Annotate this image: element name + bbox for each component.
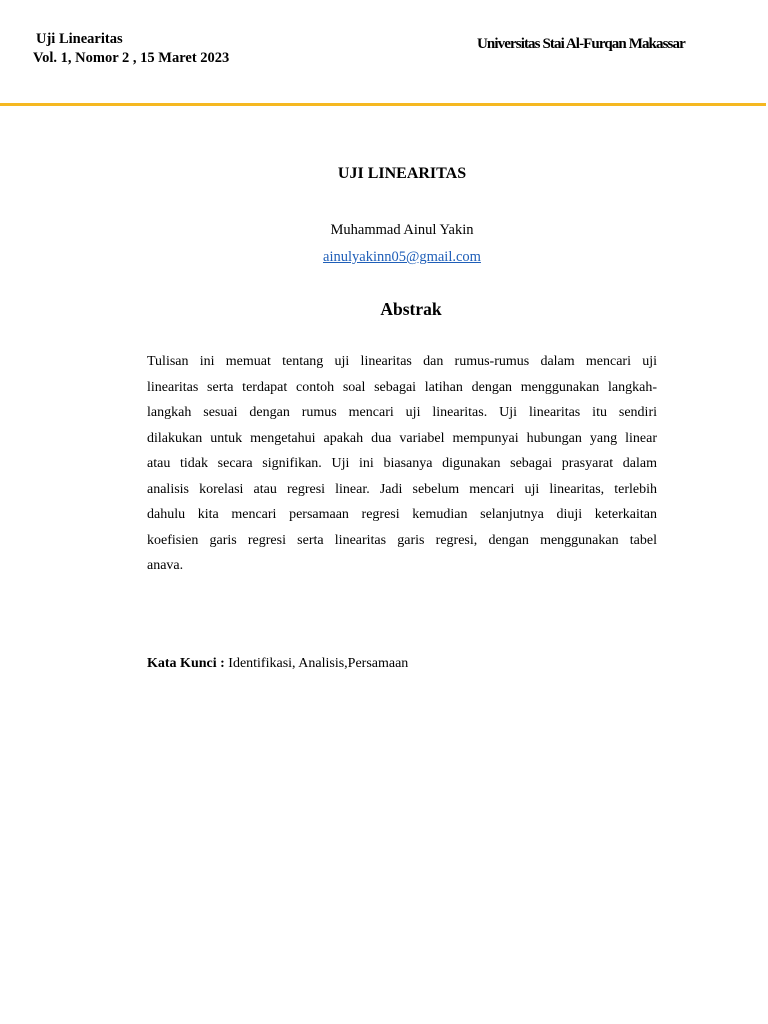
article-title: UJI LINEARITAS bbox=[337, 165, 467, 182]
abstract-heading: Abstrak bbox=[380, 299, 442, 319]
abstract-line: anava. bbox=[147, 558, 184, 573]
keywords-label: Kata Kunci : bbox=[147, 656, 225, 671]
abstract-line: atau tidak secara signifikan. Uji ini biasanya digunakan sebagai prasyarat dalam bbox=[147, 456, 657, 471]
abstract-body bbox=[147, 349, 657, 579]
header-volume-info: Vol. 1, Nomor 2 , 15 Maret 2023 bbox=[33, 50, 230, 66]
abstract-line: dahulu kita mencari persamaan regresi kemudian selanjutnya diuji keterkaitan bbox=[147, 507, 657, 522]
abstract-line: koefisien garis regresi serta linearitas garis regresi, dengan menggunakan tabel bbox=[147, 532, 657, 548]
header-divider bbox=[0, 103, 766, 106]
abstract-line: langkah sesuai dengan rumus mencari uji linearitas. Uji linearitas itu sendiri bbox=[147, 405, 657, 420]
abstract-line: dilakukan untuk mengetahui apakah dua variabel mempunyai hubungan yang linear bbox=[147, 430, 657, 446]
abstract-line: linearitas serta terdapat contoh soal sebagai latihan dengan menggunakan langkah- bbox=[147, 379, 657, 395]
article-author: Muhammad Ainul Yakin bbox=[330, 222, 474, 238]
keywords-value: Identifikasi, Analisis,Persamaan bbox=[224, 656, 409, 671]
header-journal-title: Uji Linearitas bbox=[36, 31, 123, 47]
abstract-line: analisis korelasi atau regresi linear. Jadi sebelum mencari uji linearitas, terlebih bbox=[147, 481, 657, 497]
header-institution: Universitas Stai Al-Furqan Makassar bbox=[477, 36, 685, 52]
abstract-line: Tulisan ini memuat tentang uji linearitas dan rumus-rumus dalam mencari uji bbox=[147, 354, 657, 369]
author-email-link[interactable]: ainulyakinn05@gmail.com bbox=[323, 249, 481, 265]
author-email bbox=[0, 248, 768, 266]
keywords bbox=[147, 655, 408, 673]
